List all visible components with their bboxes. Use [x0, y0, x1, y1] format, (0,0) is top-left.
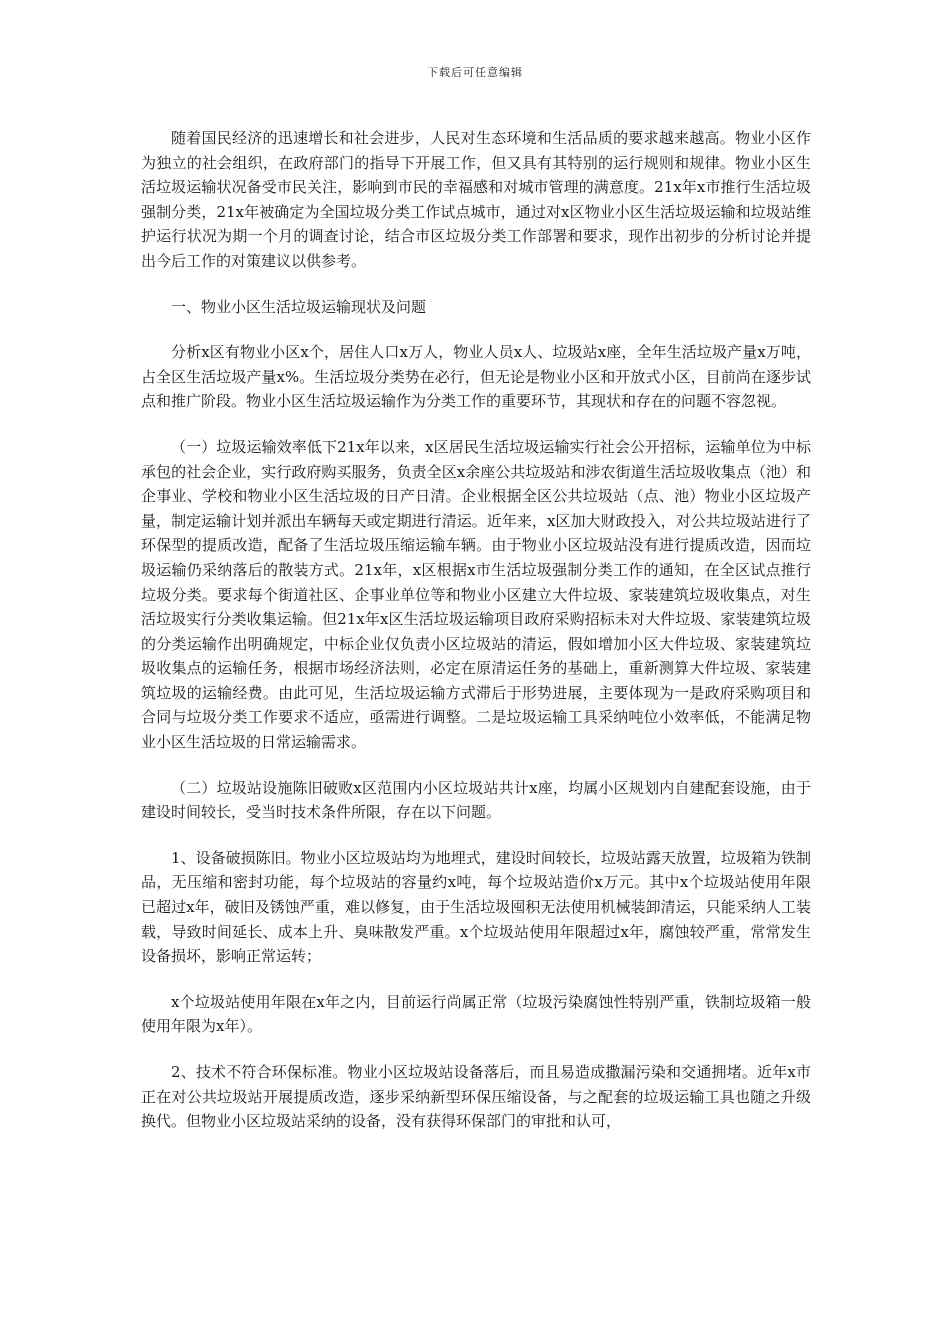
document-body [141, 126, 811, 1134]
station-lifespan-paragraph: x个垃圾站使用年限在x年之内，目前运行尚属正常（垃圾污染腐蚀性特别严重，铁制垃圾箱一般使用年限为x年）。 [141, 992, 811, 1036]
equipment-paragraph: 1、设备破损陈旧。物业小区垃圾站均为地埋式，建设时间较长，垃圾站露天放置，垃圾箱为铁制品，无压缩和密封功能，每个垃圾站的容量约x吨，每个垃圾站造价x万元。其中x个垃圾站使用年限已超过x年，破旧及锈蚀严重，难以修复，由于生活垃圾囤积无法使用机械装卸清运，只能采纳人工装载，导致时间延长、成本上升、臭味散发严重。x个垃圾站使用年限超过x年，腐蚀较严重，常常发生设备损坏，影响正常运转； [141, 848, 811, 966]
transport-efficiency-paragraph: （一）垃圾运输效率低下21x年以来，x区居民生活垃圾运输实行社会公开招标，运输单位为中标承包的社会企业，实行政府购买服务，负责全区x余座公共垃圾站和涉农街道生活垃圾收集点（池）和企事业、学校和物业小区生活垃圾的日产日清。企业根据全区公共垃圾站（点、池）物业小区垃圾产量，制定运输计划并派出车辆每天或定期进行清运。近年来，x区加大财政投入，对公共垃圾站进行了环保型的提质改造，配备了生活垃圾压缩运输车辆。由于物业小区垃圾站没有进行提质改造，因而垃圾运输仍采纳落后的散装方式。21x年，x区根据x市生活垃圾强制分类工作的通知，在全区试点推行垃圾分类。要求每个街道社区、企事业单位等和物业小区建立大件垃圾、家装建筑垃圾收集点，对生活垃圾实行分类收集运输。但21x年x区生活垃圾运输项目政府采购招标未对大件垃圾、家装建筑垃圾的分类运输作出明确规定，中标企业仅负责小区垃圾站的清运，假如增加小区大件垃圾、家装建筑垃圾收集点的运输任务，根据市场经济法则，必定在原清运任务的基础上，重新测算大件垃圾、家装建筑垃圾的运输经费。由此可见，生活垃圾运输方式滞后于形势进展，主要体现为一是政府采购项目和合同与垃圾分类工作要求不适应，亟需进行调整。二是垃圾运输工具采纳吨位小效率低，不能满足物业小区生活垃圾的日常运输需求。 [141, 437, 811, 752]
environmental-standard-paragraph: 2、技术不符合环保标准。物业小区垃圾站设备落后，而且易造成撒漏污染和交通拥堵。近年x市正在对公共垃圾站开展提质改造，逐步采纳新型环保压缩设备，与之配套的垃圾运输工具也随之升级换代。但物业小区垃圾站采纳的设备，没有获得环保部门的审批和认可， [141, 1063, 811, 1131]
section-heading: 一、物业小区生活垃圾运输现状及问题 [171, 297, 427, 316]
page-header: 下载后可任意编辑 [427, 66, 523, 79]
intro-paragraph: 随着国民经济的迅速增长和社会进步，人民对生态环境和生活品质的要求越来越高。物业小区作为独立的社会组织，在政府部门的指导下开展工作，但又具有其特别的运行规则和规律。物业小区生活垃圾运输状况备受市民关注，影响到市民的幸福感和对城市管理的满意度。21x年x市推行生活垃圾强制分类，21x年被确定为全国垃圾分类工作试点城市，通过对x区物业小区生活垃圾运输和垃圾站维护运行状况为期一个月的调查讨论，结合市区垃圾分类工作部署和要求，现作出初步的分析讨论并提出今后工作的对策建议以供参考。 [141, 129, 811, 270]
analysis-paragraph: 分析x区有物业小区x个，居住人口x万人，物业人员x人、垃圾站x座，全年生活垃圾产量x万吨，占全区生活垃圾产量x%。生活垃圾分类势在必行，但无论是物业小区和开放式小区，目前尚在逐步试点和推广阶段。物业小区生活垃圾运输作为分类工作的重要环节，其现状和存在的问题不容忽视。 [141, 343, 811, 411]
facility-paragraph: （二）垃圾站设施陈旧破败x区范围内小区垃圾站共计x座，均属小区规划内自建配套设施，由于建设时间较长，受当时技术条件所限，存在以下问题。 [141, 778, 811, 822]
